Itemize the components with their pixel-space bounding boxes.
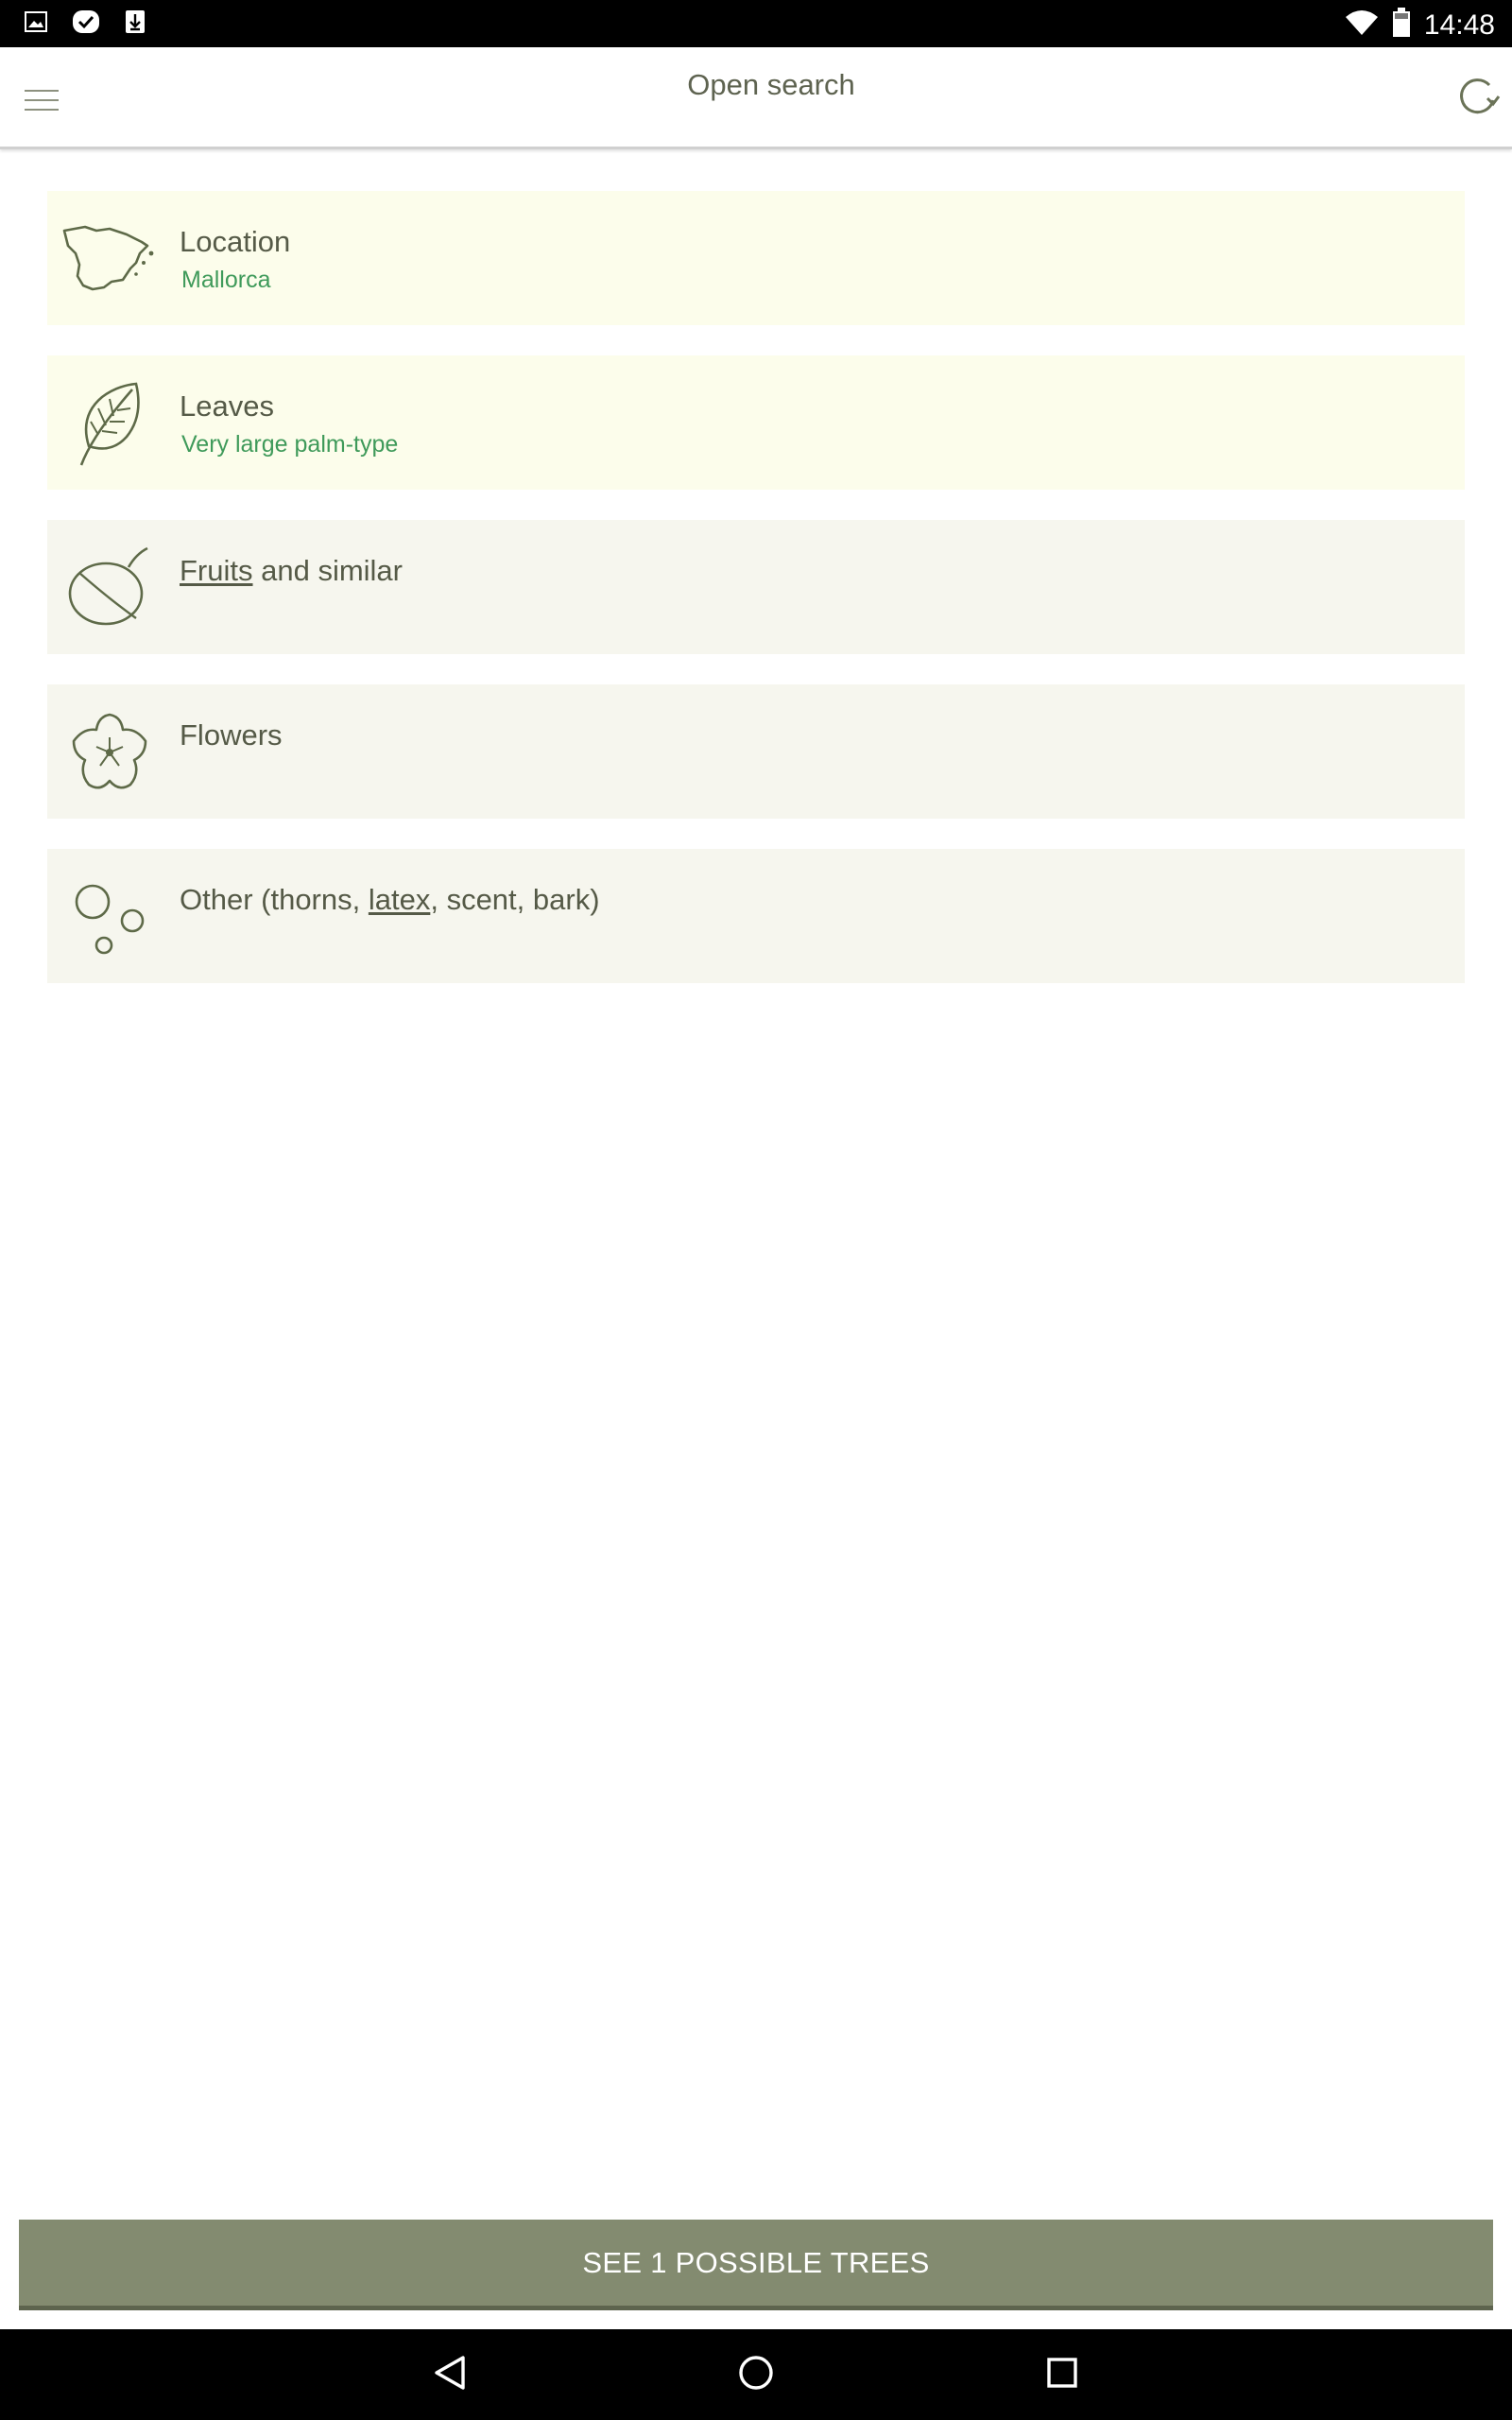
filter-label-rest: and similar bbox=[252, 554, 403, 587]
status-time: 14:48 bbox=[1423, 9, 1495, 41]
home-button[interactable] bbox=[728, 2346, 784, 2403]
filter-value: Very large palm-type bbox=[181, 431, 399, 458]
filter-label-link[interactable]: Fruits bbox=[180, 554, 253, 587]
filter-label: Leaves bbox=[180, 389, 274, 423]
filter-flowers[interactable] bbox=[47, 684, 1465, 819]
filter-label bbox=[180, 883, 600, 917]
battery-icon bbox=[1392, 8, 1411, 43]
refresh-button[interactable] bbox=[1452, 72, 1504, 125]
see-possible-trees-button[interactable]: SEE 1 POSSIBLE TREES bbox=[19, 2220, 1493, 2310]
filter-label: Flowers bbox=[180, 718, 283, 752]
filter-label-start: Other (thorns, bbox=[180, 883, 369, 916]
refresh-icon bbox=[1455, 74, 1501, 124]
filter-label bbox=[180, 554, 403, 588]
page-title: Open search bbox=[687, 68, 855, 101]
acorn-icon bbox=[60, 539, 159, 637]
leaf-icon bbox=[60, 374, 159, 473]
filter-leaves[interactable] bbox=[47, 355, 1465, 490]
filter-other[interactable] bbox=[47, 849, 1465, 983]
filter-label: Location bbox=[180, 225, 291, 258]
app-toolbar bbox=[0, 47, 1512, 149]
filter-label-link[interactable]: latex bbox=[368, 883, 431, 916]
home-icon bbox=[737, 2354, 775, 2396]
filter-value: Mallorca bbox=[181, 267, 271, 293]
filter-list bbox=[47, 191, 1465, 1013]
navigation-bar bbox=[0, 2329, 1512, 2420]
gallery-notification-icon bbox=[25, 11, 47, 37]
filter-fruits[interactable] bbox=[47, 520, 1465, 654]
recents-button[interactable] bbox=[1034, 2346, 1091, 2403]
wifi-icon bbox=[1345, 9, 1379, 41]
flower-icon bbox=[60, 703, 159, 802]
back-icon bbox=[431, 2354, 469, 2396]
bubbles-icon bbox=[60, 868, 159, 966]
filter-location[interactable] bbox=[47, 191, 1465, 325]
recents-icon bbox=[1045, 2356, 1079, 2394]
filter-label-end: , scent, bark) bbox=[430, 883, 600, 916]
map-icon bbox=[60, 210, 159, 308]
back-button[interactable] bbox=[421, 2346, 478, 2403]
checkmark-notification-icon bbox=[72, 9, 100, 39]
status-bar bbox=[0, 0, 1512, 47]
download-notification-icon bbox=[125, 9, 146, 39]
